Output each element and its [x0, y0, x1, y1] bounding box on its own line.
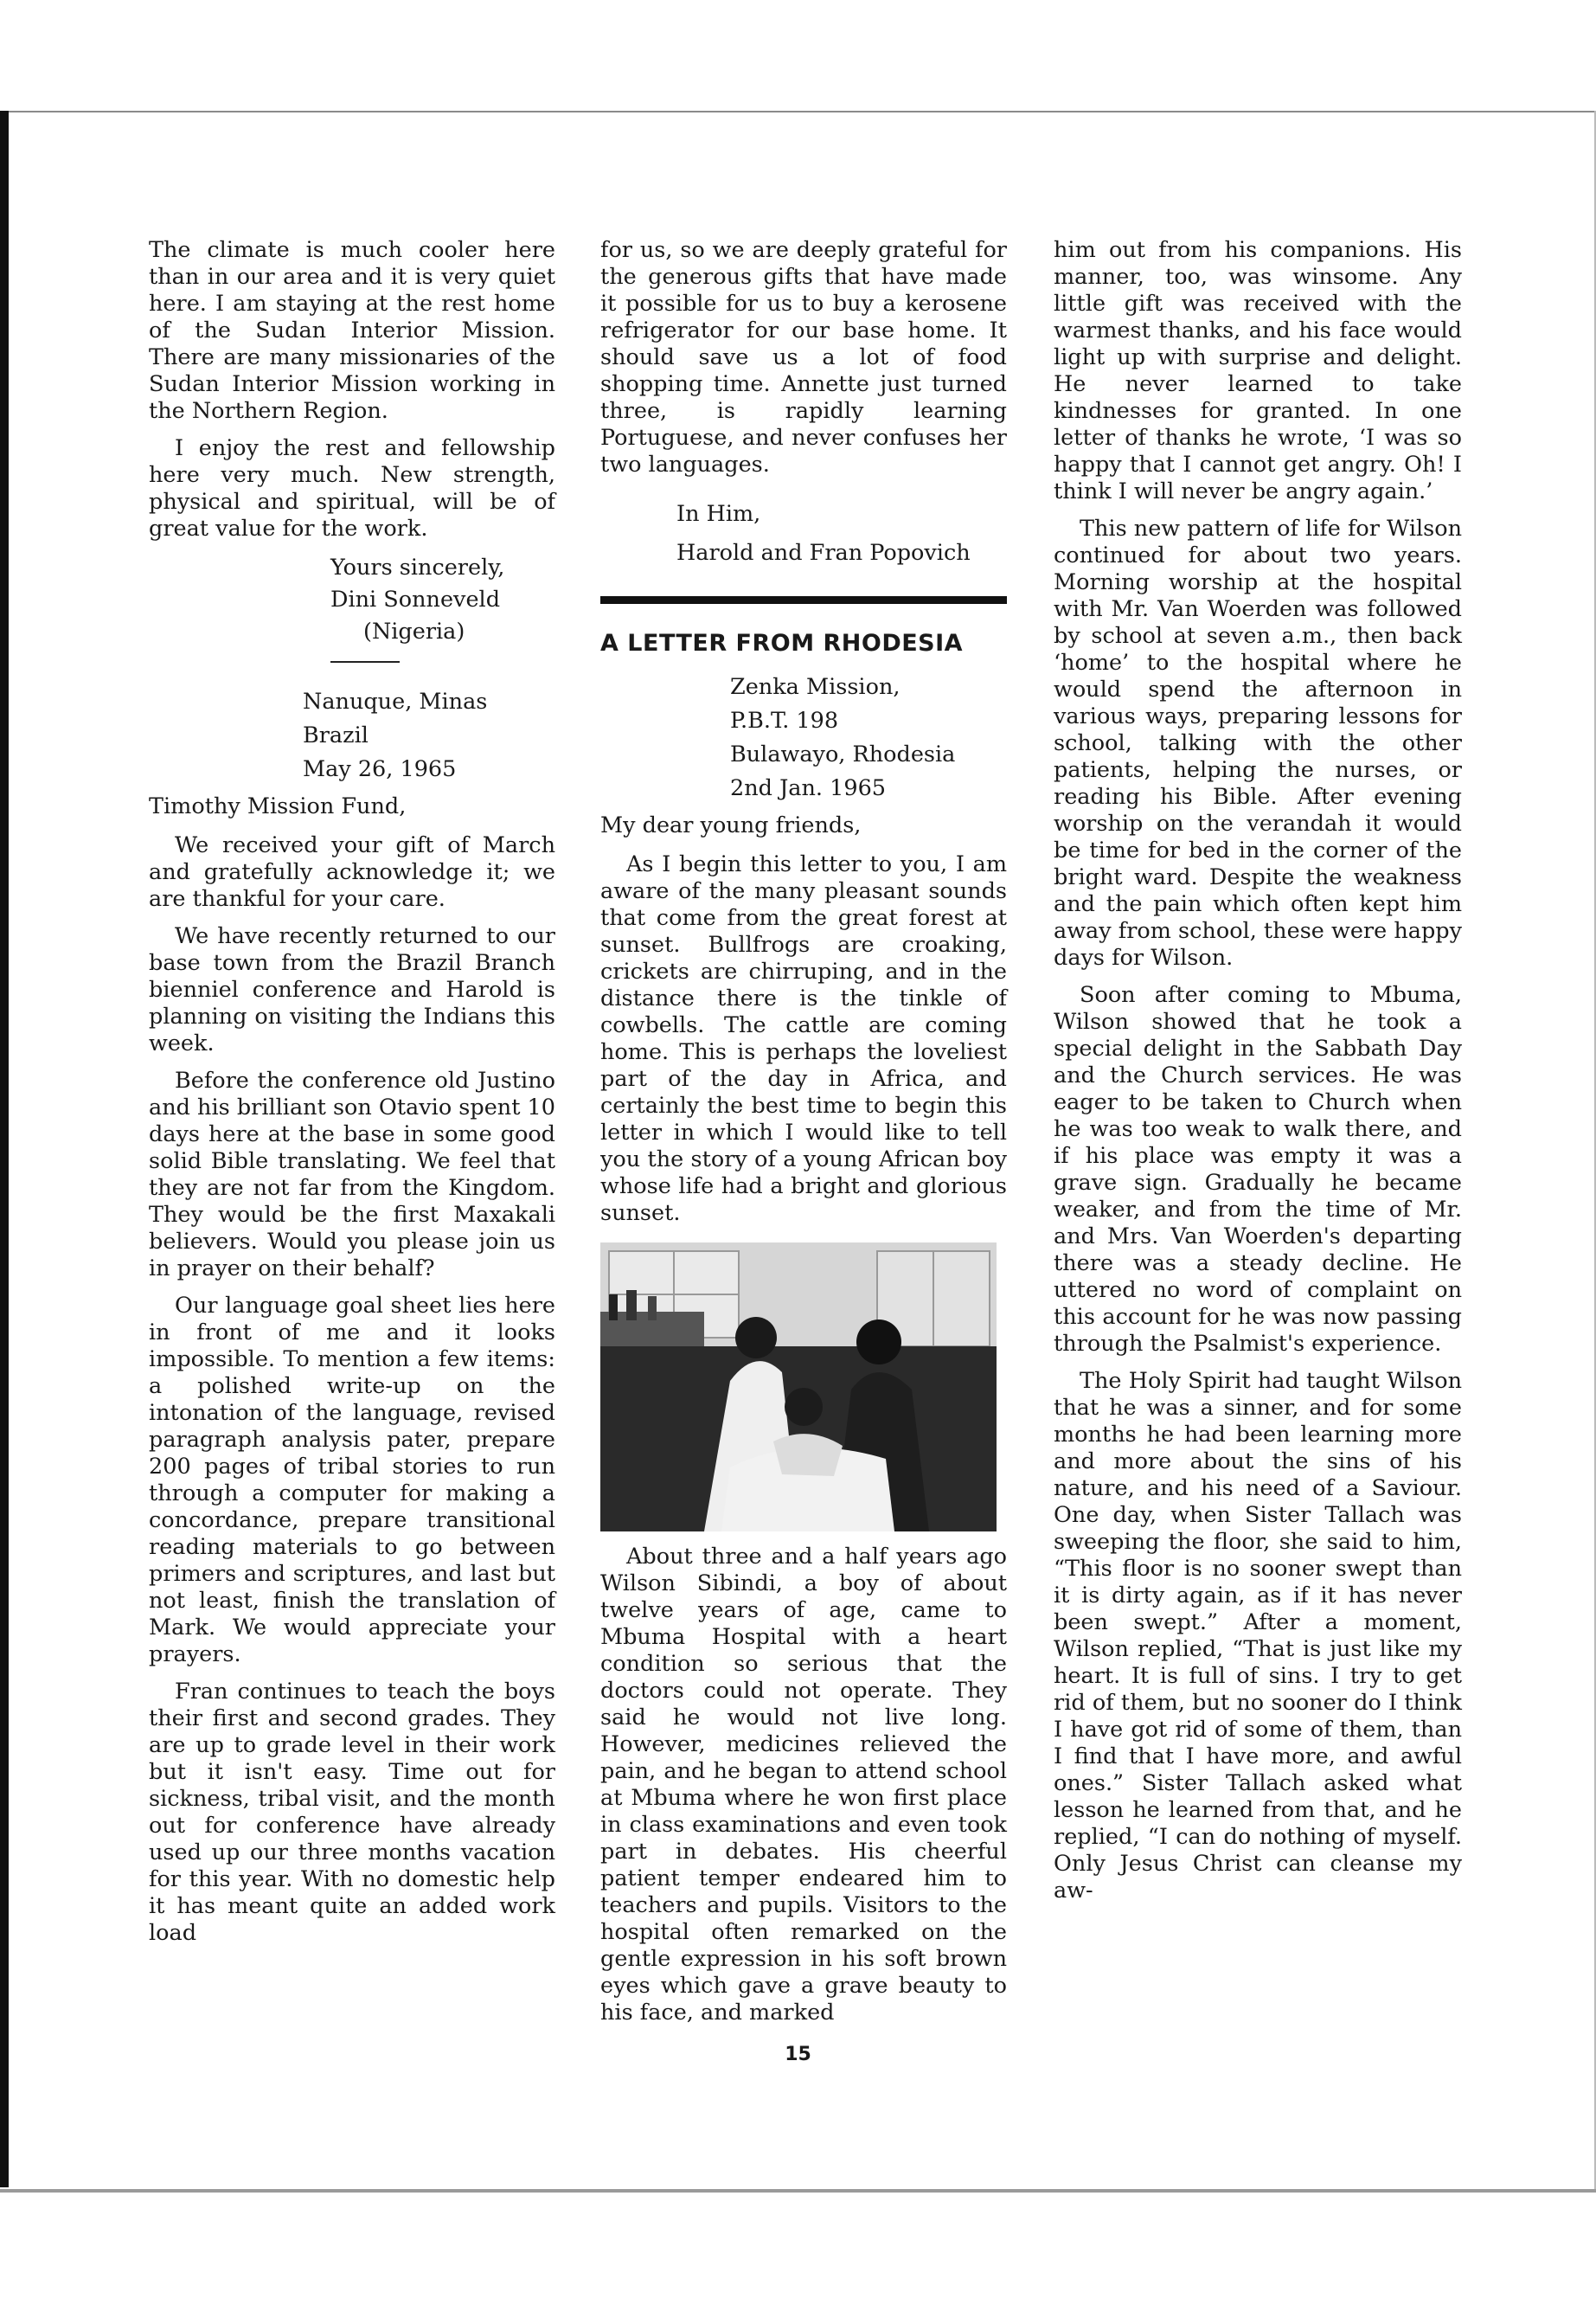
scan-left-edge — [0, 111, 9, 2187]
paragraph: About three and a half years ago Wilson Sibindi, a boy of about twelve years of age, came to Mbuma Hospital with a heart condition so serious that the doctors could not operate. They said he would not live long. However, medicines relieved the pain, and he began to attend school at Mbuma where he won first place in class examinations and even took part in debates. His cheerful patient temper endeared him to teachers and pupils. Visitors to the hospital often remarked on the gentle expression in his soft brown eyes which gave a grave beauty to his face, and marked — [600, 1544, 1007, 2026]
paragraph: We have recently returned to our base town from the Brazil Branch bienniel conference and Harold is planning on visiting the Indians this week. — [149, 923, 555, 1056]
closing-block — [676, 501, 1007, 567]
address-line: Brazil — [303, 722, 369, 748]
address-line: Bulawayo, Rhodesia — [730, 742, 956, 767]
closing-phrase: In Him, — [676, 501, 761, 527]
scan-bottom-margin — [0, 2189, 1596, 2305]
section-heading: A LETTER FROM RHODESIA — [600, 630, 964, 657]
paragraph: Before the conference old Justino and his brilliant son Otavio spent 10 days here at the base in some good solid Bible translating. We feel that they are not far from the Kingdom. They would be the first Maxakali believers. Would you please join us in prayer on their behalf? — [149, 1068, 556, 1281]
closing-names: Harold and Fran Popovich — [676, 540, 971, 566]
paragraph: The Holy Spirit had taught Wilson that he was a sinner, and for some months he had been learning more and more about the sins of his nature, and his need of a Saviour. One day, when Sister Tallach was sweeping the floor, she said to him, “This floor is no sooner swept than it is dirty again, as if it has never been swept.” After a moment, Wilson replied, “That is just like my heart. It is full of sins. I try to get rid of them, but no sooner do I think I have got rid of some of them, than I find that I have more, and awful ones.” Sister Tallach asked what lesson he learned from that, and he replied, “I can do nothing of myself. Only Jesus Christ can cleanse my aw- — [1054, 1368, 1462, 1904]
hospital-photo-illustration — [600, 1242, 997, 1531]
letter-date: May 26, 1965 — [303, 756, 457, 782]
column-2 — [600, 237, 1007, 2037]
paragraph: I enjoy the rest and fellowship here very much. New strength, physical and spiritual, will be of great value for the work. — [149, 435, 555, 542]
paragraph: The climate is much cooler here than in our area and it is very quiet here. I am staying at the rest home of the Sudan Interior Mission. There are many missionaries of the Sudan Interior Mission working in the Northern Region. — [149, 237, 555, 424]
salutation: Timothy Mission Fund, — [149, 793, 407, 819]
paragraph: This new pattern of life for Wilson continued for about two years. Morning worship at the hospital with Mr. Van Woerden was followed by school at seven a.m., then back ‘home’ to the hospital where he would spend the afternoon in various ways, preparing lessons for school, talking with the other patients, helping the nurses, or reading his Bible. After evening worship on the verandah it would be time for bed in the corner of the bright ward. Despite the weakness and the pain which often kept him away from school, these were happy days for Wilson. — [1054, 516, 1462, 971]
paragraph: for us, so we are deeply grateful for the generous gifts that have made it possible for us to buy a kerosene refrigerator for our base home. It should save us a lot of food shopping time. Annette just turned three, is rapidly learning Portuguese, and never confuses her two languages. — [600, 237, 1007, 478]
signature-block — [330, 555, 555, 645]
column-3 — [1054, 237, 1462, 1915]
paragraph: Soon after coming to Mbuma, Wilson showed that he took a special delight in the Sabbath Day and the Church services. He was eager to be taken to Church when he was too weak to walk there, and if his place was empty it was a grave sign. Gradually he became weaker, and from the time of Mr. and Mrs. Van Woerden's departing there was a steady decline. He uttered no word of complaint on this account for he was now passing through the Psalmist's experience. — [1054, 982, 1462, 1357]
signature-place: (Nigeria) — [363, 619, 465, 645]
letter-address — [730, 674, 1007, 802]
scan-top-margin — [0, 0, 1596, 112]
page-number: 15 — [785, 2044, 811, 2065]
paragraph: We received your gift of March and gratefully acknowledge it; we are thankful for your care. — [149, 832, 555, 912]
signature-name: Dini Sonneveld — [330, 587, 501, 613]
address-line: Nanuque, Minas — [303, 689, 488, 715]
paragraph: Our language goal sheet lies here in front of me and it looks impossible. To mention a few items: a polished write-up on the intonation of the language, revised paragraph analysis pater, prepare 200 pages of tribal stories to run through a computer for making a concordance, prepare transitional reading materials to go between primers and scriptures, and last but not least, finish the translation of Mark. We would appreciate your prayers. — [149, 1293, 555, 1667]
letter-address — [303, 689, 555, 783]
paragraph: him out from his companions. His manner, too, was winsome. Any little gift was received with the warmest thanks, and his face would light up with surprise and delight. He never learned to take kindnesses for granted. In one letter of thanks he wrote, ‘I was so happy that I cannot get angry. Oh! I think I will never be angry again.’ — [1054, 237, 1462, 504]
column-1 — [149, 237, 555, 1957]
paragraph: As I begin this letter to you, I am aware of the many pleasant sounds that come from the great forest at sunset. Bullfrogs are croaking, crickets are chirruping, and in the distance there is the tinkle of cowbells. The cattle are coming home. This is perhaps the loveliest part of the day in Africa, and certainly the best time to begin this letter in which I would like to tell you the story of a young African boy whose life had a bright and glorious sunset. — [600, 851, 1007, 1226]
section-rule — [600, 596, 1007, 604]
paragraph: Fran continues to teach the boys their first and second grades. They are up to grade level in their work but it isn't easy. Time out for sickness, tribal visit, and the month out for conference have already used up our three months vacation for this year. With no domestic help it has meant quite an added work load — [149, 1679, 555, 1946]
letter-date: 2nd Jan. 1965 — [730, 775, 887, 801]
address-line: Zenka Mission, — [730, 674, 901, 700]
separator-rule — [330, 661, 400, 663]
signature-closing: Yours sincerely, — [330, 555, 505, 581]
address-line: P.B.T. 198 — [730, 708, 839, 734]
salutation: My dear young friends, — [600, 812, 862, 838]
hospital-photo — [600, 1242, 997, 1531]
